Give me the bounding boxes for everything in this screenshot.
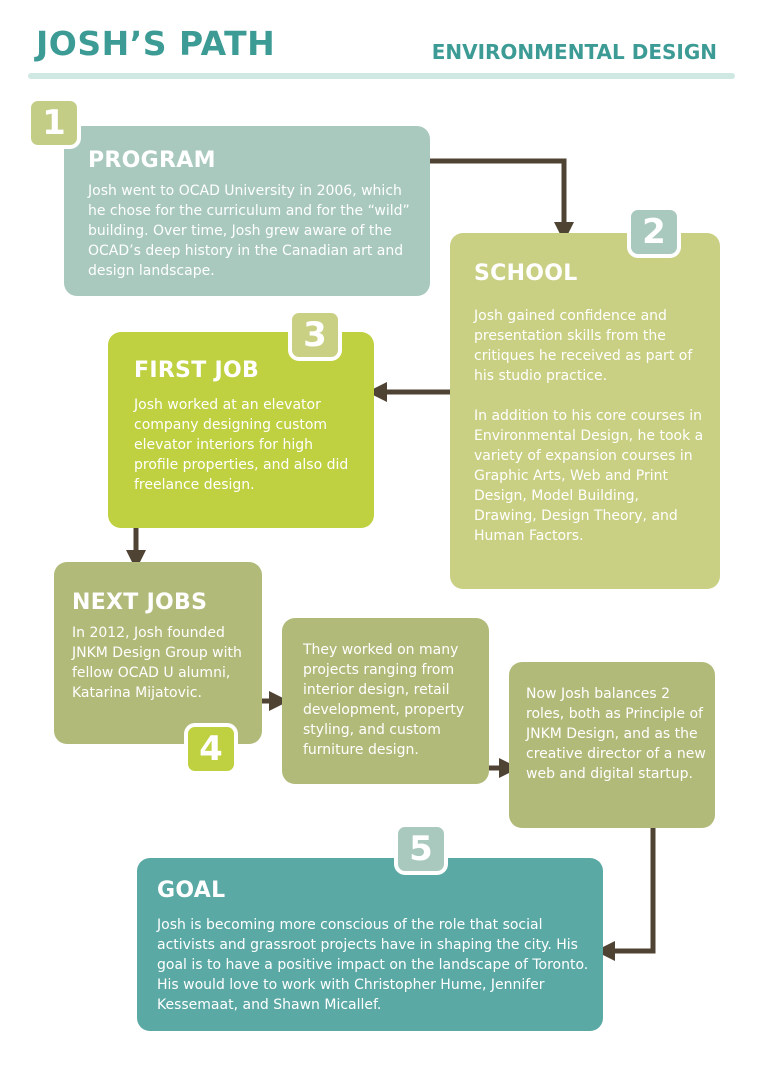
program-text: Josh went to OCAD University in 2006, which he chose for the curriculum and for the “wild” building. Over time, Josh grew aware of the OCAD’s deep history in the Canadian art and design landscape. [88, 183, 410, 279]
projects-box [282, 618, 489, 784]
step-number-3: 3 [288, 309, 342, 361]
program-box [64, 126, 430, 296]
school-heading: SCHOOL [474, 261, 578, 286]
program-heading: PROGRAM [88, 148, 216, 173]
roles-text: Now Josh balances 2 roles, both as Principle of JNKM Design, and as the creative director of a new web and digital startup. [526, 686, 706, 782]
next-jobs-box [54, 562, 262, 744]
page-title: JOSH’S PATH [36, 24, 276, 63]
step-number-2: 2 [627, 206, 681, 258]
step-number-5: 5 [394, 823, 448, 875]
roles-box [509, 662, 715, 828]
header-divider [28, 73, 735, 79]
step-number-1: 1 [27, 97, 81, 149]
first-job-text: Josh worked at an elevator company designing custom elevator interiors for high profile properties, and also did freelance design. [134, 397, 349, 493]
goal-text: Josh is becoming more conscious of the role that social activists and grassroot projects have in shaping the city. His goal is to have a positive impact on the landscape of Toronto. His would love to work with Christopher Hume, Jennifer Kessemaat, and Shawn Micallef. [157, 917, 589, 1013]
next-jobs-text: In 2012, Josh founded JNKM Design Group with fellow OCAD U alumni, Katarina Mijatovic. [72, 625, 242, 701]
first-job-box [108, 332, 374, 528]
school-text-2: In addition to his core courses in Environmental Design, he took a variety of expansion courses in Graphic Arts, Web and Print Design, Model Building, Drawing, Design Theory, and Human Factors. [474, 408, 704, 544]
school-box [450, 233, 720, 589]
next-jobs-heading: NEXT JOBS [72, 590, 208, 615]
arrow-program-to-school [410, 161, 564, 240]
goal-heading: GOAL [157, 878, 226, 903]
step-number-4: 4 [184, 723, 238, 775]
school-text-1: Josh gained confidence and presentation skills from the critiques he received as part of his studio practice. [474, 308, 693, 384]
projects-text: They worked on many projects ranging from interior design, retail development, property styling, and custom furniture design. [303, 642, 465, 758]
goal-box [137, 858, 603, 1031]
page-subtitle: ENVIRONMENTAL DESIGN [431, 40, 717, 64]
first-job-heading: FIRST JOB [134, 358, 260, 383]
arrow-roles-to-goal [597, 824, 653, 951]
